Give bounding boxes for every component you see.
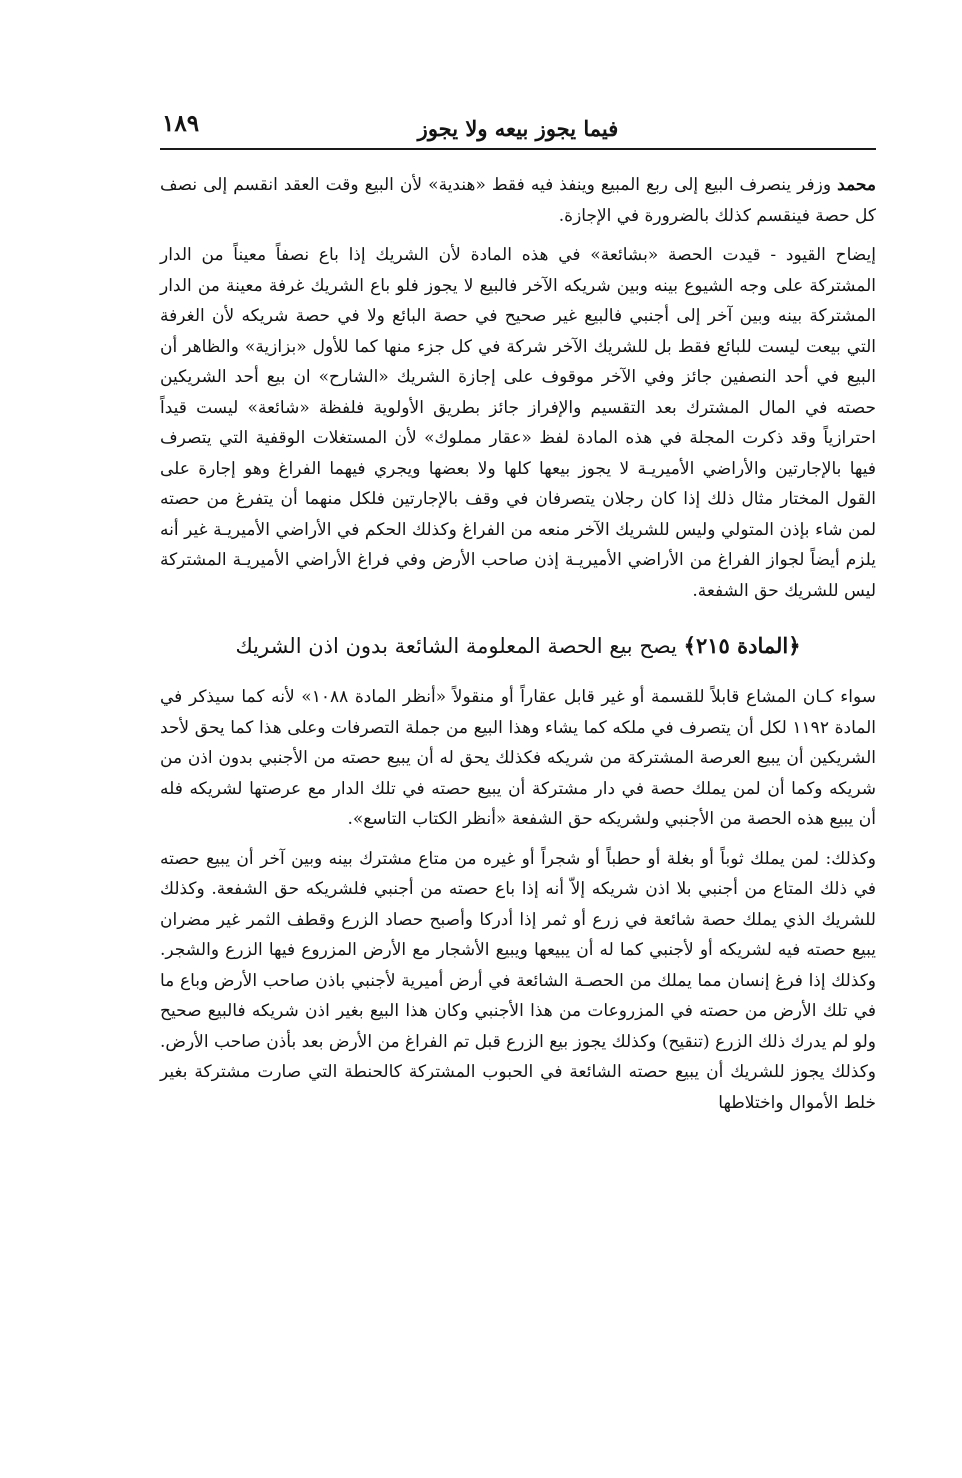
body-paragraph: سواء كـان المشاع قابلاً للقسمة أو غير قابل عقاراً أو منقولاً «أنظر المادة ١٠٨٨» لأنه كما سيذكر في المادة ١١٩٢ لكل أن يتصرف في ملكه كما يشاء وهذا البيع من جملة التصرفات وعلى هذا كما يحق لأحد الشريكين أن يبيع العرصة المشتركة من شريكه فكذلك يحق له أن يبيع حصته من الأجنبي بدون اذن من شريكه وكما أن لمن يملك حصة في دار مشتركة أن يبيع حصته في تلك الدار مع عرصتها لشريكه فله أن يبيع هذه الحصة من الأجنبي ولشريكه حق الشفعة «أنظر الكتاب التاسع».: [160, 687, 877, 829]
explanation-paragraph: إيضاح القيود - قيدت الحصة «بشائعة» في هذه المادة لأن الشريك إذا باع نصفاً معيناً من الدار المشتركة على وجه الشيوع بينه وبين شريكه الآخر فالبيع لا يجوز فلو باع الشريك غرفة معينة من الدار المشتركة بينه وبين آخر إلى أجنبي فالبيع غير صحيح في حصة البائع ولا في حصة شريكه لأن الغرفة التي بيعت ليست للبائع فقط بل للشريك الآخر شركة في كل جزء منها كما للأول «بزازية» والظاهر أن البيع في أحد النصفين جائز وفي الآخر موقوف على إجازة الشريك «الشارح» ان بيع أحد الشريكين حصته في المال المشترك بعد التقسيم والإفراز جائز بطريق الأولوية فلفظة «شائعة» ليست قيداً احترازياً وقد ذكرت المجلة في هذه المادة لفظ «عقار مملوك» لأن المستغلات الوقفية التي يتصرف فيها بالإجارتين والأراضي الأميريـة لا يجوز بيعها كلها ولا بعضها ويجري فيهما الفراغ وهو إجارة على القول المختار مثال ذلك إذا كان رجلان يتصرفان في وقف بالإجارتين فلكل منهما أن يتفرغ من حصته لمن شاء بإذن المتولي وليس للشريك الآخر منعه من الفراغ وكذلك الحكم في الأراضي الأميريـة غير أنه يلزم أيضاً لجواز الفراغ من الأراضي الأميريـة إذن صاحب الأرض وفي فراغ الأراضي الأميريـة المشتركة ليس للشريك حق الشفعة.: [160, 245, 876, 601]
lead-name: محمد: [837, 175, 876, 195]
article-title: يصح بيع الحصة المعلومة الشائعة بدون اذن الشريك: [235, 634, 677, 658]
intro-paragraph: [160, 170, 876, 231]
text-block: [160, 170, 876, 1118]
intro-text: وزفر ينصرف البيع إلى ربع المبيع وينفذ فيه فقط «هندية» لأن البيع وقت العقد انقسم إلى نصف كل حصة فينقسم كذلك بالضرورة في الإجازة.: [160, 175, 876, 226]
running-title: فيما يجوز بيعه ولا يجوز: [417, 116, 619, 141]
article-heading: [160, 630, 876, 662]
book-page: [160, 108, 876, 1118]
page-number: ١٨٩: [162, 110, 200, 137]
article-number: ﴿المادة ٢١٥﴾: [683, 633, 801, 658]
body-paragraph: وكذلك: لمن يملك ثوباً أو بغلة أو حطباً أو شجراً أو غيره من متاع مشترك بينه وبين آخر أن يبيع حصته في ذلك المتاع من أجنبي بلا اذن شريكه إلاّ أنه إذا باع حصته من أجنبي فلشريكه حق الشفعة. وكذلك للشريك الذي يملك حصة شائعة في زرع أو ثمر إذا أدركا وأصبح حصاد الزرع وقطف الثمر غير مضران يبيع حصته فيه لشريكه أو لأجنبي كما له أن يبيعها ويبيع الأشجار مع الأرض المزروع فيها الزرع والشجر. وكذلك إذا فرغ إنسان مما يملك من الحصـة الشائعة في أرض أميرية لأجنبي باذن صاحب الأرض وباع ما في تلك الأرض من حصته في المزروعات من هذا الأجنبي وكان هذا البيع بغير اذن شريكه فالبيع صحيح ولو لم يدرك ذلك الزرع (تنقيح) وكذلك يجوز بيع الزرع قبل تم الفراغ من الأرض بعد بأذن صاحب الأرض. وكذلك يجوز للشريك أن يبيع حصته الشائعة في الحبوب المشتركة كالحنطة التي صارت مشتركة بغير خلط الأموال واختلاطها: [160, 848, 877, 1113]
running-header: [160, 108, 876, 150]
